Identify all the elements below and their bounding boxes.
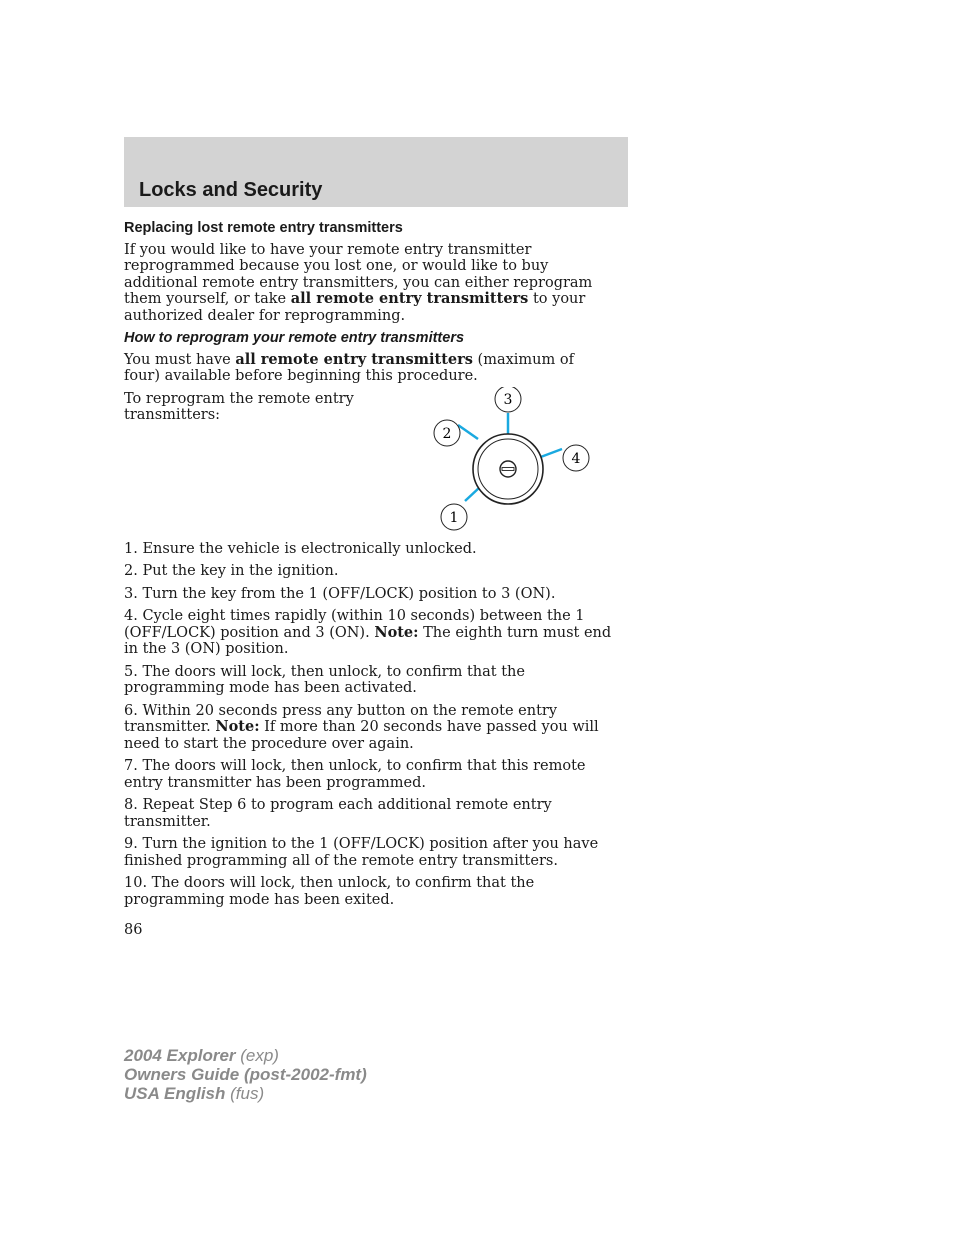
requirement-paragraph: You must have all remote entry transmitters (maximum of four) available before beginning this procedure. bbox=[124, 350, 574, 384]
diagram-row bbox=[124, 391, 614, 541]
step-7: 7. The doors will lock, then unlock, to confirm that this remote entry transmitter has been programmed. bbox=[124, 758, 586, 791]
section-header-band bbox=[124, 137, 628, 207]
position-3-label: 3 bbox=[503, 391, 513, 408]
step-3: 3. Turn the key from the 1 (OFF/LOCK) position to 3 (ON). bbox=[124, 585, 556, 602]
diagram-intro: To reprogram the remote entry transmitters: bbox=[124, 390, 354, 423]
document-footer bbox=[124, 1046, 367, 1103]
step-1: 1. Ensure the vehicle is electronically unlocked. bbox=[124, 540, 477, 557]
step-8: 8. Repeat Step 6 to program each additional remote entry transmitter. bbox=[124, 797, 552, 830]
position-4-label: 4 bbox=[571, 450, 581, 467]
step-4: 4. Cycle eight times rapidly (within 10 seconds) between the 1 (OFF/LOCK) position and 3 (ON). Note: The eighth turn must end in the 3 (ON) position. bbox=[124, 608, 612, 657]
intro-paragraph: If you would like to have your remote entry transmitter reprogrammed because you lost one, or would like to buy additional remote entry transmitters, you can either reprogram them yourself, or take all remote entry transmitters to your authorized dealer for reprogramming. bbox=[124, 241, 593, 324]
page-title: Locks and Security bbox=[139, 179, 323, 201]
position-2-label: 2 bbox=[442, 425, 452, 442]
footer-line-1: 2004 Explorer (exp) bbox=[124, 1046, 279, 1065]
subsection-heading: How to reprogram your remote entry transmitters bbox=[124, 330, 465, 346]
step-5: 5. The doors will lock, then unlock, to confirm that the programming mode has been activated. bbox=[124, 663, 525, 696]
step-10: 10. The doors will lock, then unlock, to confirm that the programming mode has been exited. bbox=[124, 875, 535, 908]
position-1-label: 1 bbox=[449, 509, 459, 526]
main-content bbox=[124, 220, 614, 945]
position-2-line bbox=[458, 425, 478, 439]
ignition-diagram bbox=[424, 387, 614, 537]
step-6: 6. Within 20 seconds press any button on the remote entry transmitter. Note: If more than 20 seconds have passed you will need to start the procedure over again. bbox=[124, 702, 599, 752]
position-1-line bbox=[465, 487, 480, 501]
page-number: 86 bbox=[124, 922, 143, 938]
section-heading: Replacing lost remote entry transmitters bbox=[124, 220, 403, 236]
footer-line-3: USA English (fus) bbox=[124, 1084, 265, 1103]
step-9: 9. Turn the ignition to the 1 (OFF/LOCK) position after you have finished programming all of the remote entry transmitters. bbox=[124, 836, 599, 869]
footer-line-2: Owners Guide (post-2002-fmt) bbox=[124, 1065, 367, 1084]
step-2: 2. Put the key in the ignition. bbox=[124, 563, 339, 579]
